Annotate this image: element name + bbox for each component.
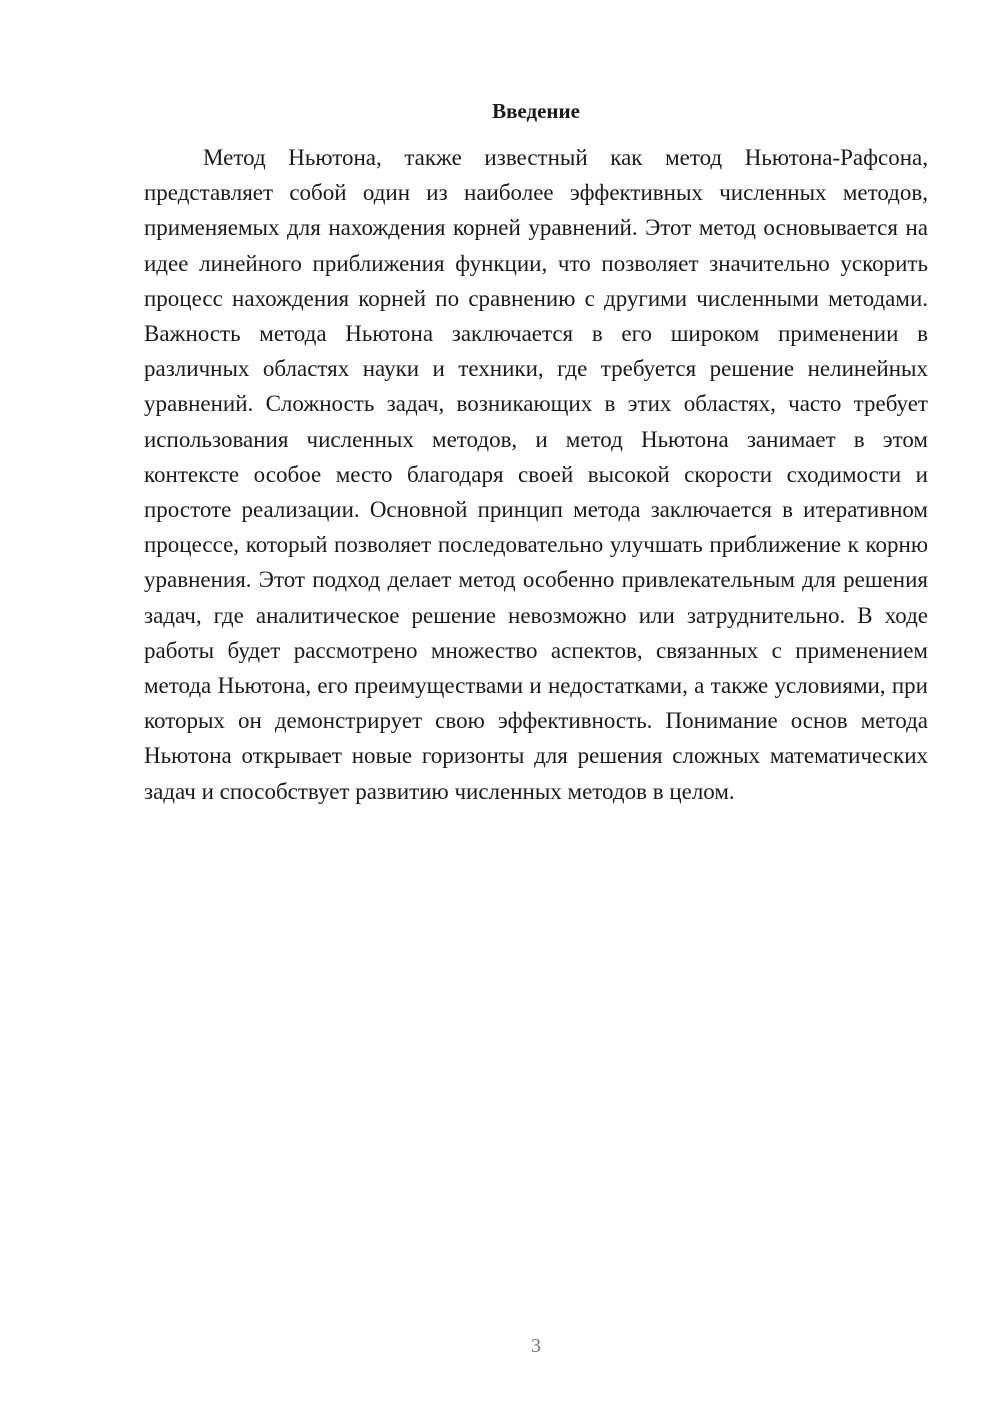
body-paragraph: Метод Ньютона, также известный как метод Ньютона-Рафсона, представляет собой один из наиболее эффективных численных методов, применяемых для нахождения корней уравнений. Этот метод основывается на идее линейного приближения функции, что позволяет значительно ускорить процесс нахождения корней по сравнению с другими численными методами. Важность метода Ньютона заключается в его широком применении в различных областях науки и техники, где требуется решение нелинейных уравнений. Сложность задач, возникающих в этих областях, часто требует использования численных методов, и метод Ньютона занимает в этом контексте особое место благодаря своей высокой скорости сходимости и простоте реализации. Основной принцип метода заключается в итеративном процессе, который позволяет последовательно улучшать приближение к корню уравнения. Этот подход делает метод особенно привлекательным для решения задач, где аналитическое решение невозможно или затруднительно. В ходе работы будет рассмотрено множество аспектов, связанных с применением метода Ньютона, его преимуществами и недостатками, а также условиями, при которых он демонстрирует свою эффективность. Понимание основ метода Ньютона открывает новые горизонты для решения сложных математических задач и способствует развитию численных методов в целом. <box>144 145 928 804</box>
page-number: 3 <box>531 1335 541 1357</box>
section-heading: Введение <box>492 99 580 123</box>
